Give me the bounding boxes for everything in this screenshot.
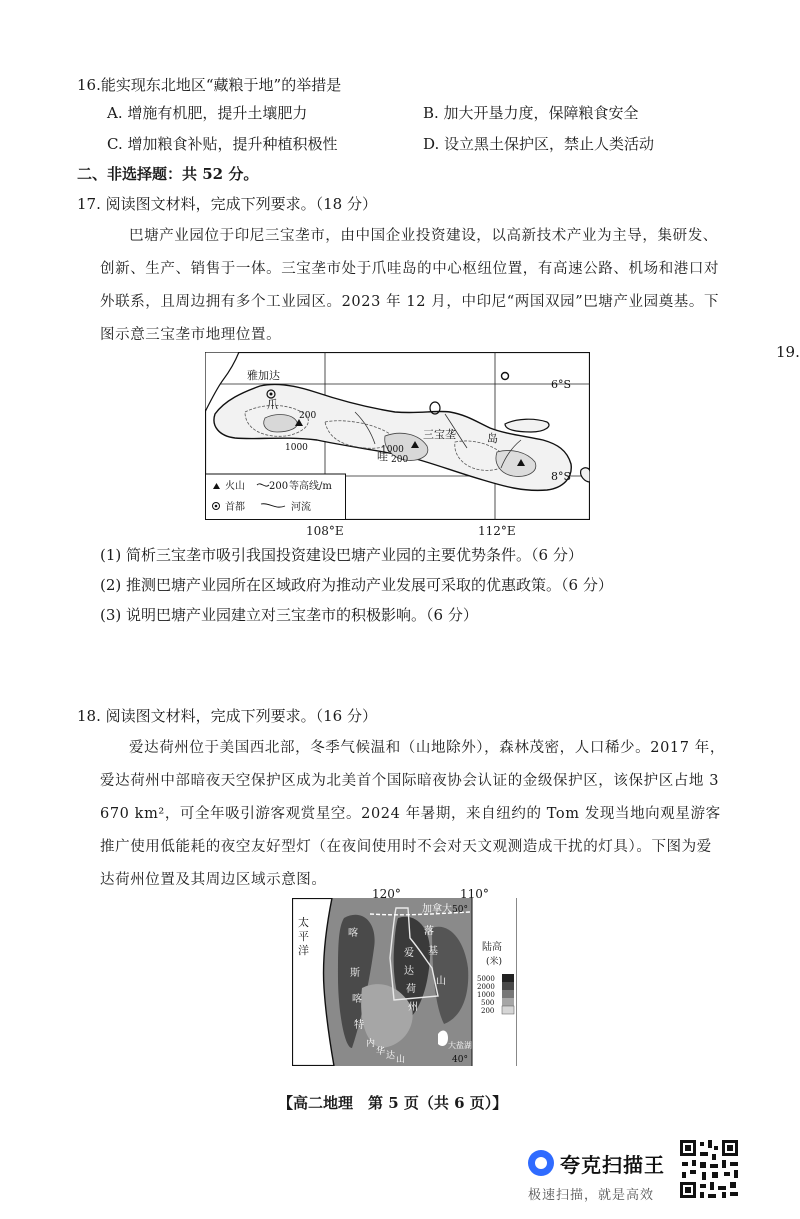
legend-swatch-500: [502, 998, 514, 1006]
legend-volcano: 火山: [225, 481, 245, 492]
sierra-char-3: 达: [386, 1051, 396, 1061]
q16-stem: 16.能实现东北地区“藏粮于地”的举措是: [77, 76, 342, 94]
lat-label-50: 50°: [452, 905, 468, 915]
legend-title: 陆高: [482, 942, 502, 953]
island-char-1: 爪: [267, 398, 278, 411]
q16-option-b: B. 加大开垦力度，保障粮食安全: [423, 104, 639, 122]
sierra-char-2: 华: [376, 1047, 386, 1057]
semarang-label: 三宝垄: [423, 428, 456, 441]
sierra-char-1: 内: [366, 1039, 376, 1049]
lon-label-112e: 112°E: [478, 524, 516, 538]
qr-code-icon: [678, 1138, 740, 1200]
page-footer: 【高二地理 第 5 页（共 6 页）】: [278, 1094, 508, 1112]
legend-capital: 首都: [225, 502, 245, 513]
great-salt-lake: [438, 1031, 448, 1046]
capital-icon-dot: [270, 393, 273, 396]
q16-option-c: C. 增加粮食补贴，提升种植积极性: [107, 135, 338, 153]
q17-sub2: (2) 推测巴塘产业园所在区域政府为推动产业发展可采取的优惠政策。（6 分）: [100, 576, 613, 594]
jakarta-label: 雅加达: [247, 369, 280, 382]
q16-option-a: A. 增施有机肥，提升土壤肥力: [107, 104, 308, 122]
watermark-name: 夸克扫描王: [560, 1153, 665, 1177]
legend-unit: (米): [486, 957, 503, 967]
idaho-char-4: 州: [408, 1002, 418, 1013]
contour-label-200a: 200: [299, 411, 317, 421]
legend-value-500: 500: [481, 999, 495, 1007]
legend-river: 河流: [291, 502, 311, 513]
q18-passage: 爱达荷州位于美国西北部，冬季气候温和（山地除外），森林茂密，人口稀少。2017 年，爱达荷州中部暗夜天空保护区成为北美首个国际暗夜协会认证的金级保护区，该保护区占地 3 670 km²，可全年吸引游客观赏星空。2024 年暑期，来自纽约的 Tom 发现当地向观星游客推广使用低能耗的夜空友好型灯（在夜间使用时不会对天文观测造成干扰的灯具）。下图为爱达荷州位置及其周边区域示意图。: [100, 740, 725, 888]
cascade-char-1: 喀: [348, 928, 358, 939]
rocky-char-2: 基: [428, 946, 438, 957]
pacific-char-3: 洋: [298, 944, 309, 957]
canada-label: 加拿大: [422, 904, 452, 915]
legend-contour-value: 200: [269, 481, 289, 492]
idaho-char-3: 荷: [406, 984, 416, 995]
legend-value-1000: 1000: [477, 991, 495, 999]
watermark-slogan: 极速扫描，就是高效: [528, 1188, 655, 1203]
cascade-char-2: 斯: [350, 968, 360, 979]
q17-header: 17. 阅读图文材料，完成下列要求。（18 分）: [77, 195, 377, 213]
q17-sub3: (3) 说明巴塘产业园建立对三宝垄市的积极影响。（6 分）: [100, 606, 478, 624]
legend-value-2000: 2000: [477, 983, 495, 991]
pacific-char-1: 太: [298, 916, 309, 929]
island-char-2: 哇: [377, 450, 388, 463]
lon-label-108e: 108°E: [306, 524, 344, 538]
idaho-char-1: 爱: [404, 948, 414, 959]
cascade-char-3: 喀: [352, 994, 362, 1005]
rocky-char-3: 山: [436, 976, 446, 987]
legend-swatch-1000: [502, 990, 514, 998]
contour-label-1000a: 1000: [285, 443, 308, 453]
lat-label-40: 40°: [452, 1055, 468, 1065]
legend-capital-dot: [215, 505, 218, 508]
legend-swatch-2000: [502, 982, 514, 990]
madura-island: [505, 419, 549, 432]
idaho-char-2: 达: [404, 966, 414, 977]
contour-label-1000b: 1000: [381, 445, 404, 455]
java-location-map: [205, 352, 590, 520]
contour-line: [264, 415, 298, 432]
rocky-char-1: 落: [424, 926, 434, 937]
lake-label: 大盐湖: [448, 1041, 472, 1050]
legend-value-200: 200: [481, 1007, 495, 1015]
legend-swatch-200: [502, 1006, 514, 1014]
legend-contour: 等高线/m: [289, 481, 332, 492]
legend-swatch-5000: [502, 974, 514, 982]
legend-value-5000: 5000: [477, 975, 495, 983]
lon-label-120: 120°: [372, 887, 401, 901]
idaho-region-map: [292, 898, 517, 1066]
sierra-char-4: 山: [396, 1055, 406, 1065]
section-title: 二、非选择题：共 52 分。: [77, 165, 259, 183]
lon-label-110: 110°: [460, 887, 489, 901]
pacific-char-2: 平: [298, 930, 309, 943]
q18-header: 18. 阅读图文材料，完成下列要求。（16 分）: [77, 707, 377, 725]
lat-label-8s: 8°S: [551, 470, 572, 483]
q16-option-d: D. 设立黑土保护区，禁止人类活动: [423, 135, 655, 153]
q17-passage: 巴塘产业园位于印尼三宝垄市，由中国企业投资建设，以高新技术产业为主导，集研发、创新、生产、销售于一体。三宝垄市处于爪哇岛的中心枢纽位置，有高速公路、机场和港口对外联系，且周边拥有多个工业园区。2023 年 12 月，中印尼“两国双园”巴塘产业园奠基。下图示意三宝垄市地理位置。: [100, 228, 720, 343]
lat-label-6s: 6°S: [551, 378, 572, 391]
q17-sub1: (1) 简析三宝垄市吸引我国投资建设巴塘产业园的主要优势条件。（6 分）: [100, 546, 583, 564]
island-char-3: 岛: [487, 432, 498, 445]
cascade-char-4: 特: [354, 1020, 364, 1031]
quark-logo-icon: [528, 1150, 554, 1176]
margin-fragment: 19.: [776, 343, 800, 361]
contour-label-200b: 200: [391, 455, 409, 465]
